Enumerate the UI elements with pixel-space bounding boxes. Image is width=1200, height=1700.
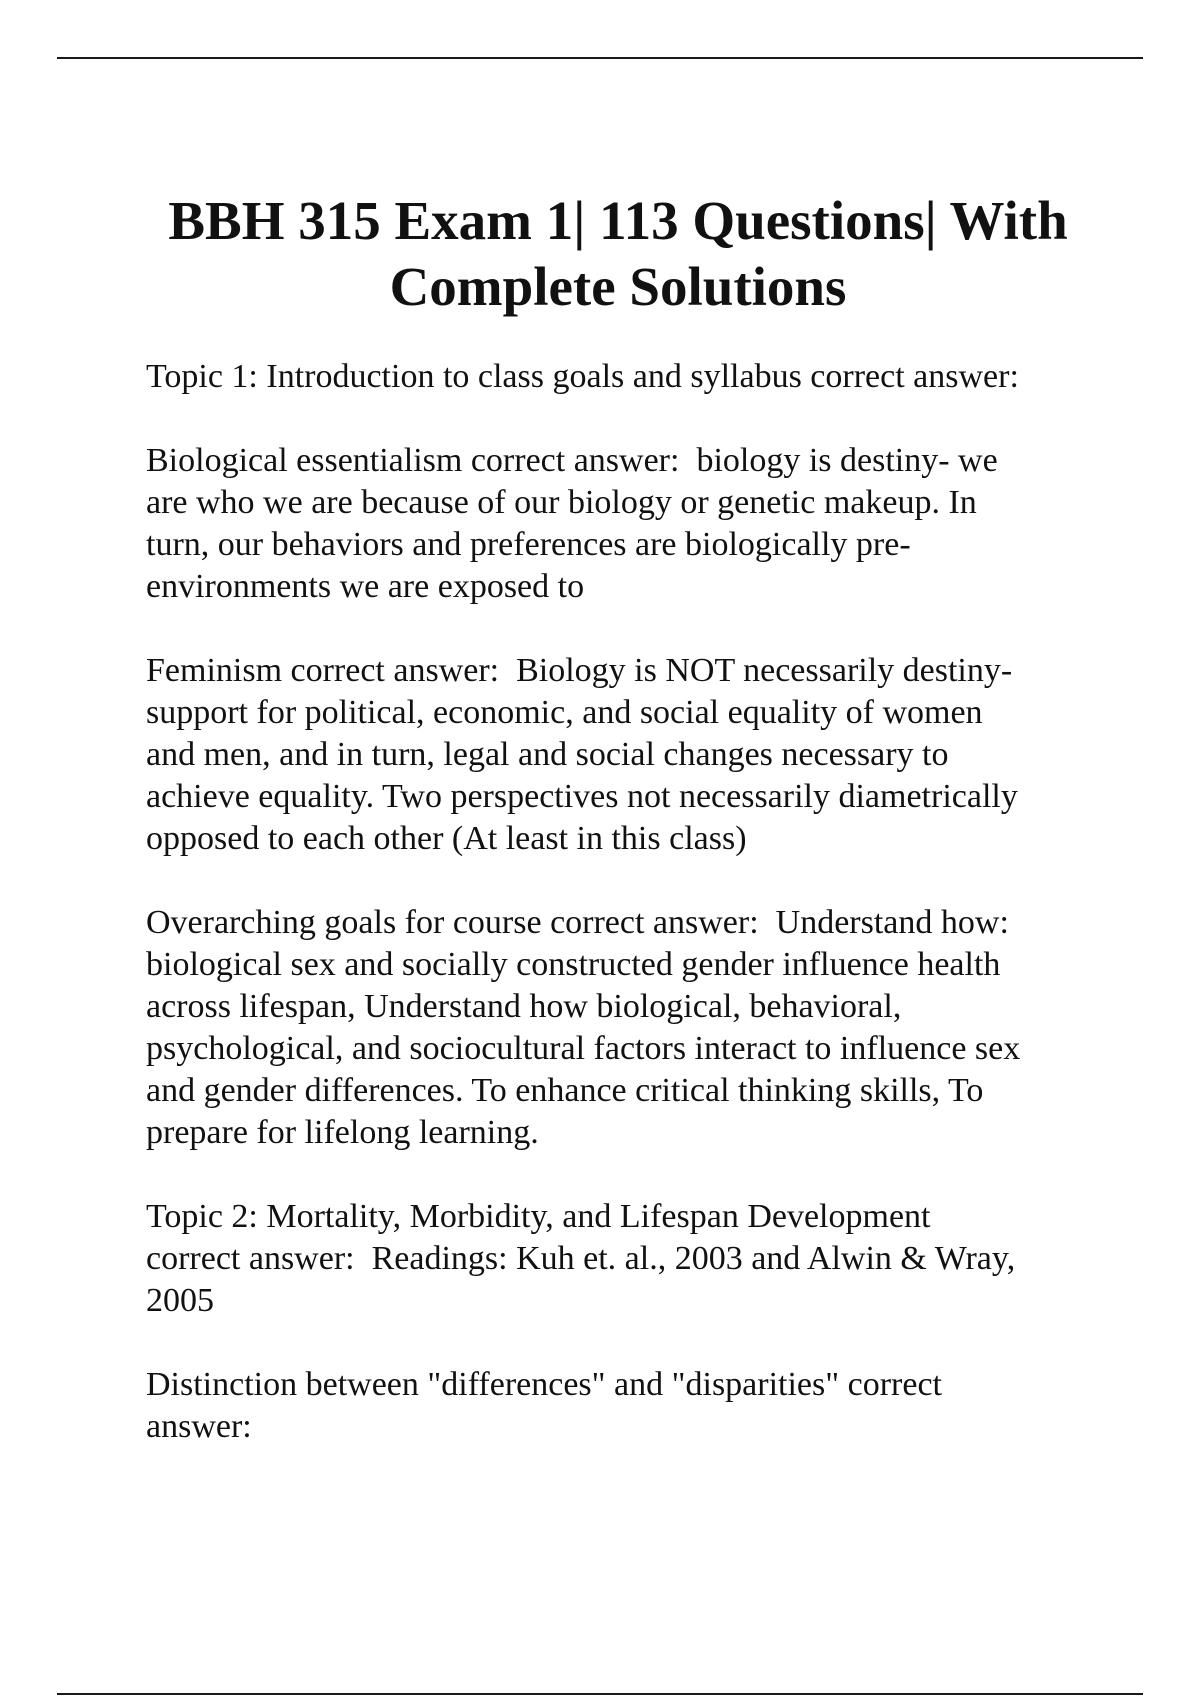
entry-line: Topic 1: Introduction to class goals and syllabus correct answer: — [146, 358, 1019, 395]
entry-line: Distinction between "differences" and "disparities" correct — [146, 1366, 942, 1403]
entry-line: answer: — [146, 1408, 252, 1445]
entry-line: biological sex and socially constructed gender influence health — [146, 946, 1001, 983]
entry-line: across lifespan, Understand how biological, behavioral, — [146, 988, 902, 1025]
entry-topic-2 — [146, 1196, 1146, 1322]
title-line-2: Complete Solutions — [389, 256, 847, 317]
entry-biological-essentialism — [146, 440, 1146, 608]
entry-line: Topic 2: Mortality, Morbidity, and Lifespan Development — [146, 1198, 931, 1235]
entry-line: and gender differences. To enhance critical thinking skills, To — [146, 1072, 984, 1109]
entry-line: Overarching goals for course correct answer: Understand how: — [146, 904, 1009, 941]
entry-line: opposed to each other (At least in this class) — [146, 820, 747, 857]
document-title — [100, 188, 1136, 320]
entry-feminism — [146, 650, 1146, 860]
entry-line: 2005 — [146, 1282, 214, 1319]
entry-line: turn, our behaviors and preferences are biologically pre- — [146, 526, 911, 563]
entry-line: support for political, economic, and social equality of women — [146, 694, 983, 731]
entry-line: Feminism correct answer: Biology is NOT necessarily destiny- — [146, 652, 1013, 689]
bottom-divider — [57, 1693, 1143, 1695]
top-divider — [57, 57, 1143, 59]
document-body — [146, 356, 1146, 1490]
title-line-1: BBH 315 Exam 1| 113 Questions| With — [168, 190, 1068, 251]
entry-line: achieve equality. Two perspectives not necessarily diametrically — [146, 778, 1018, 815]
entry-line: psychological, and sociocultural factors interact to influence sex — [146, 1030, 1021, 1067]
entry-line: environments we are exposed to — [146, 568, 585, 605]
entry-line: correct answer: Readings: Kuh et. al., 2003 and Alwin & Wray, — [146, 1240, 1016, 1277]
entry-line: are who we are because of our biology or genetic makeup. In — [146, 484, 977, 521]
entry-line: Biological essentialism correct answer: biology is destiny- we — [146, 442, 998, 479]
entry-line: and men, and in turn, legal and social changes necessary to — [146, 736, 949, 773]
entry-topic-1 — [146, 356, 1146, 398]
entry-overarching-goals — [146, 902, 1146, 1154]
entry-line: prepare for lifelong learning. — [146, 1114, 539, 1151]
entry-differences-disparities — [146, 1364, 1146, 1448]
